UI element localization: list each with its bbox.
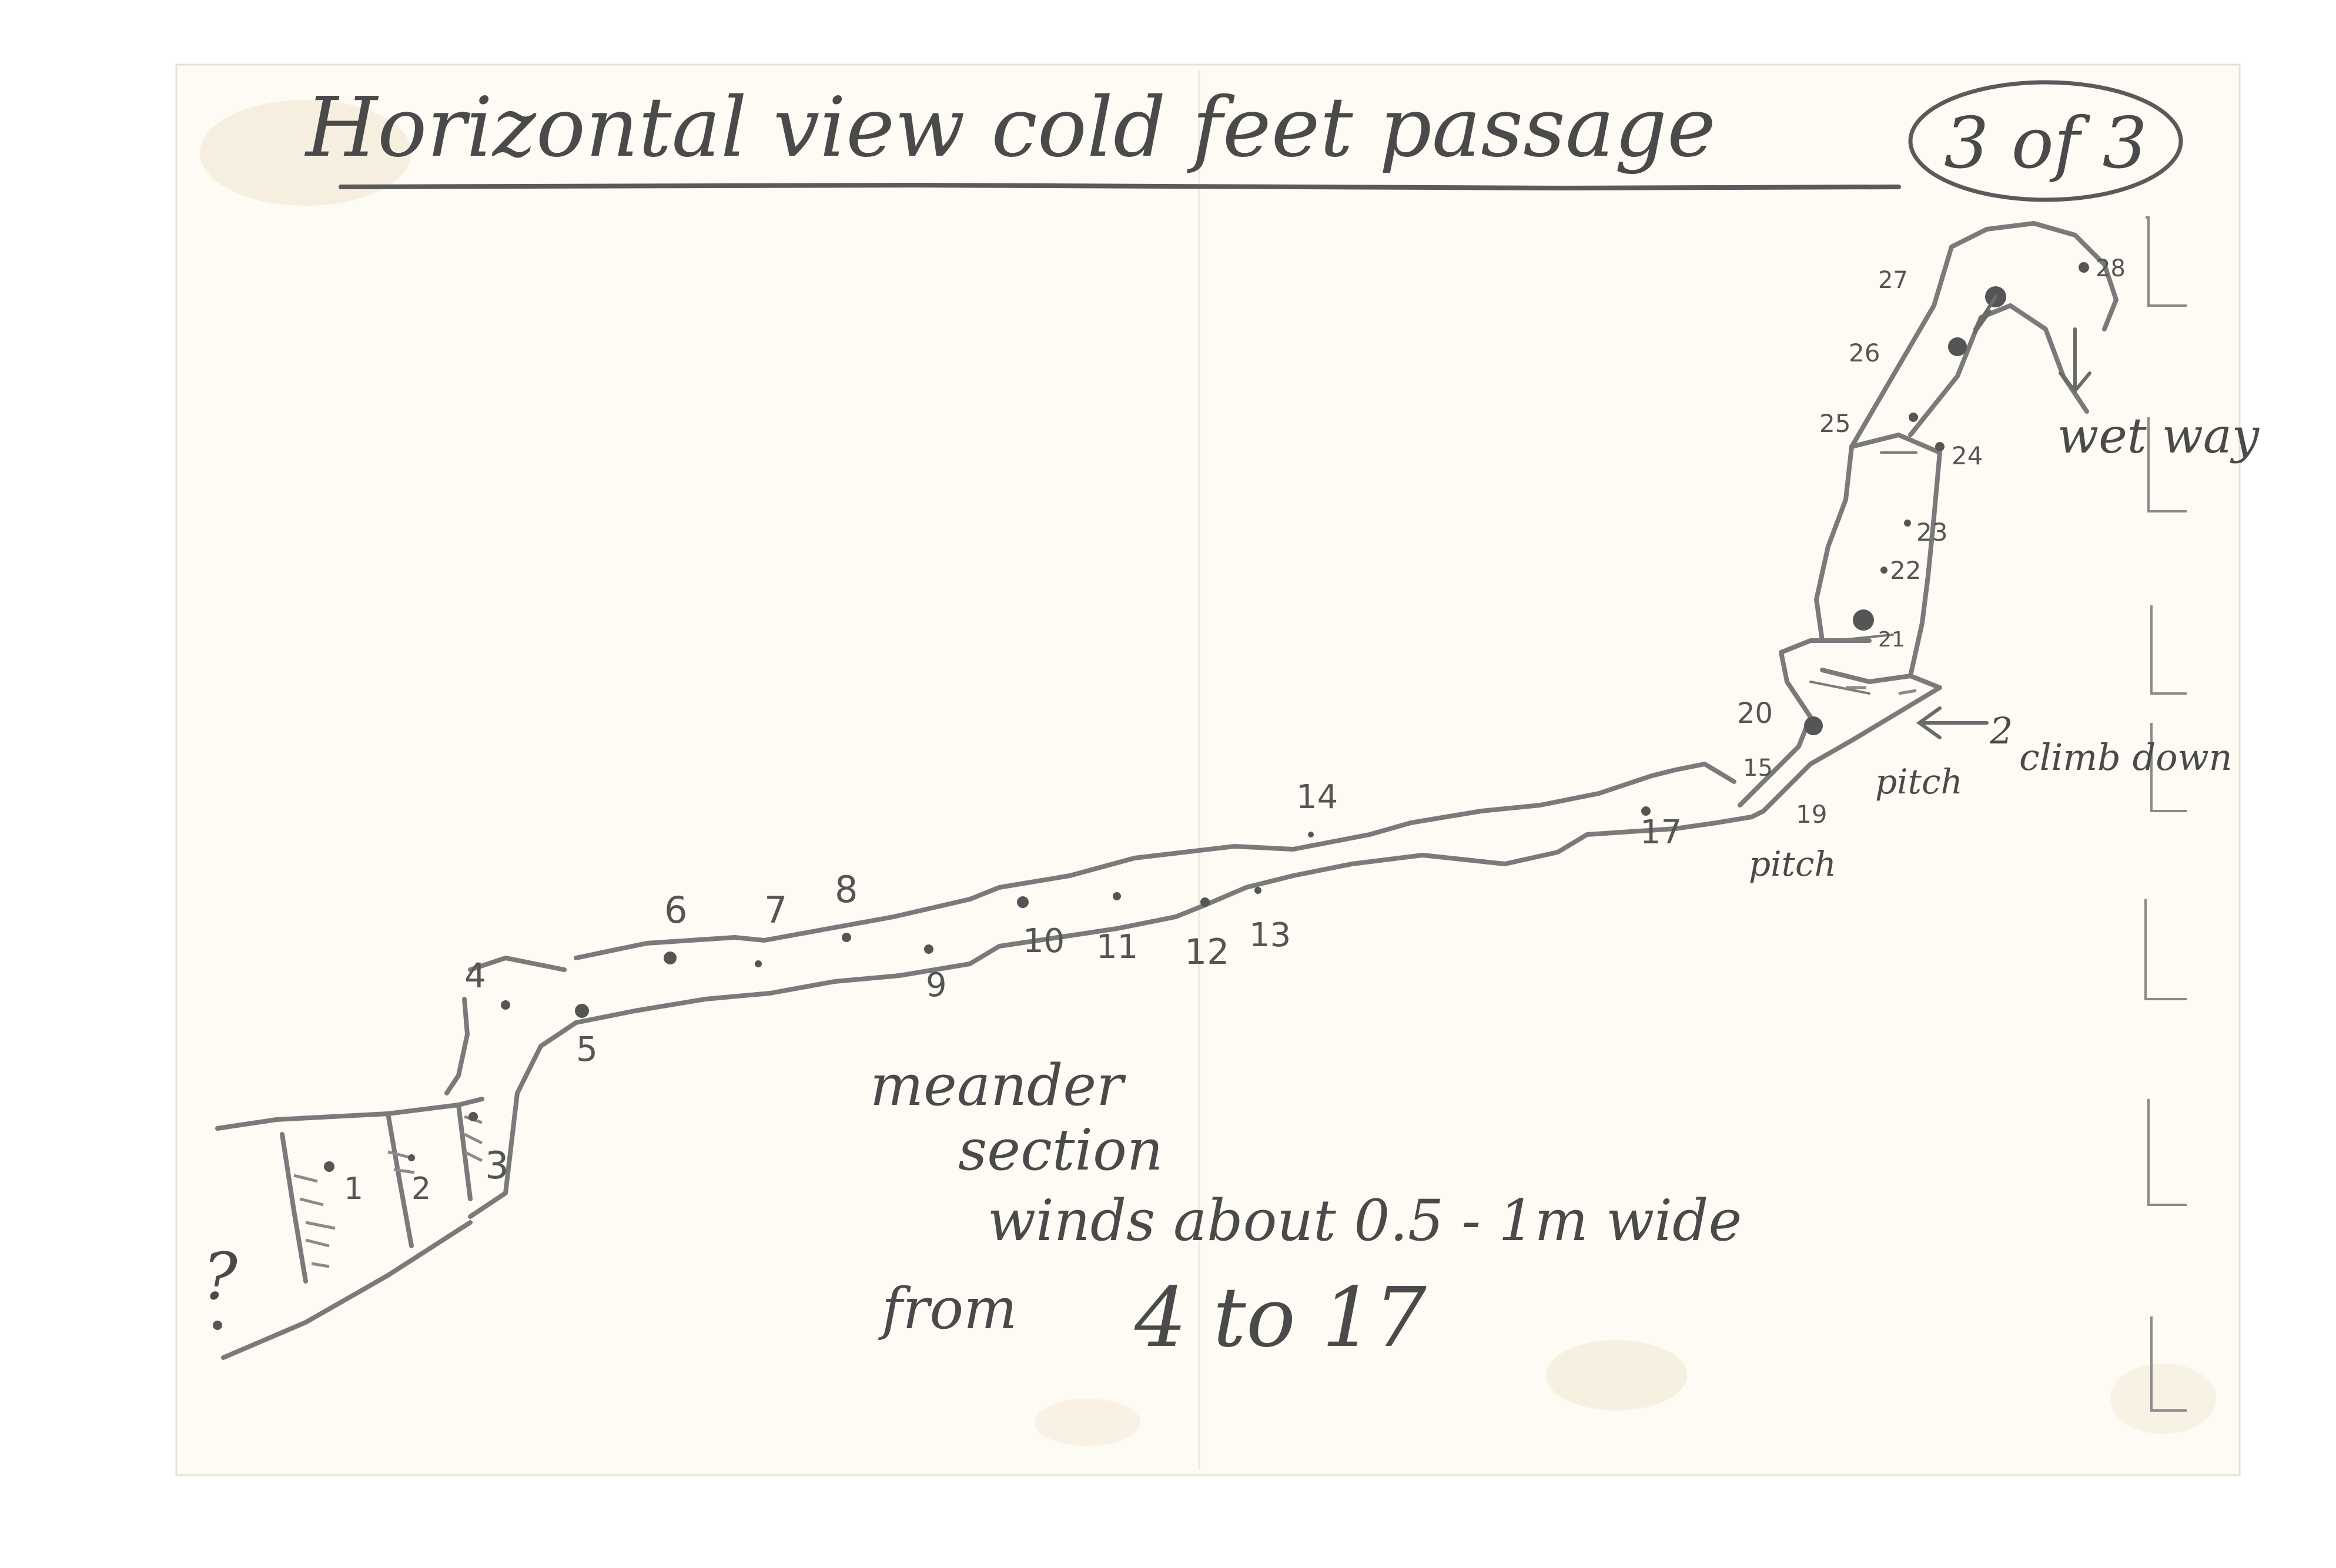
station-label: 9 — [926, 966, 947, 1004]
station-label: 19 — [1796, 800, 1828, 829]
station-label: 11 — [1096, 928, 1139, 966]
paper-stain — [2110, 1363, 2216, 1434]
note-line-3: winds about 0.5 - 1m wide — [988, 1188, 1742, 1254]
station-label: 2 — [411, 1171, 431, 1207]
station-label: 8 — [835, 868, 858, 911]
note-line-4-range: 4 to 17 — [1134, 1270, 1427, 1366]
station-label: 12 — [1184, 932, 1230, 973]
station-label: 6 — [664, 889, 688, 932]
note-line-1: meander — [870, 1053, 1124, 1118]
station-label: 24 — [1952, 441, 1983, 470]
unknown-continuation-label: ? — [203, 1239, 237, 1314]
station-label: 13 — [1249, 916, 1291, 954]
station-label: 10 — [1023, 922, 1065, 960]
station-label: 21 — [1878, 628, 1905, 652]
paper-stain — [1546, 1340, 1687, 1410]
pitch-label-lower: pitch — [1749, 844, 1836, 884]
station-label: 17 — [1640, 813, 1682, 852]
station-label: 4 — [464, 956, 486, 996]
title-underline — [341, 185, 1899, 188]
station-label: 3 — [485, 1144, 509, 1188]
station-label: 27 — [1878, 267, 1908, 294]
wet-way-label: wet way — [2057, 408, 2260, 464]
station-label: 28 — [2096, 255, 2126, 282]
paper-stain — [1035, 1399, 1140, 1446]
page-marker: 3 of 3 — [1944, 103, 2147, 185]
note-line-2: section — [958, 1117, 1163, 1183]
climb-down-label: climb down — [2019, 736, 2233, 779]
station-label: 1 — [344, 1171, 364, 1207]
note-line-4: from — [882, 1276, 1018, 1342]
station-label: 20 — [1737, 697, 1773, 730]
station-label: 15 — [1743, 755, 1773, 782]
unknown-dot — [213, 1321, 222, 1330]
climb-arrow-number: 2 — [1990, 709, 2013, 752]
station-label: 7 — [764, 889, 788, 932]
station-label: 26 — [1849, 339, 1880, 367]
station-label: 5 — [576, 1029, 598, 1069]
station-label: 25 — [1819, 409, 1851, 438]
station-label: 22 — [1890, 556, 1922, 585]
pitch-label-upper: pitch — [1875, 762, 1963, 802]
sheet-title: Horizontal view cold feet passage — [306, 80, 1716, 176]
station-label: 23 — [1916, 518, 1948, 547]
station-label: 14 — [1296, 778, 1338, 816]
